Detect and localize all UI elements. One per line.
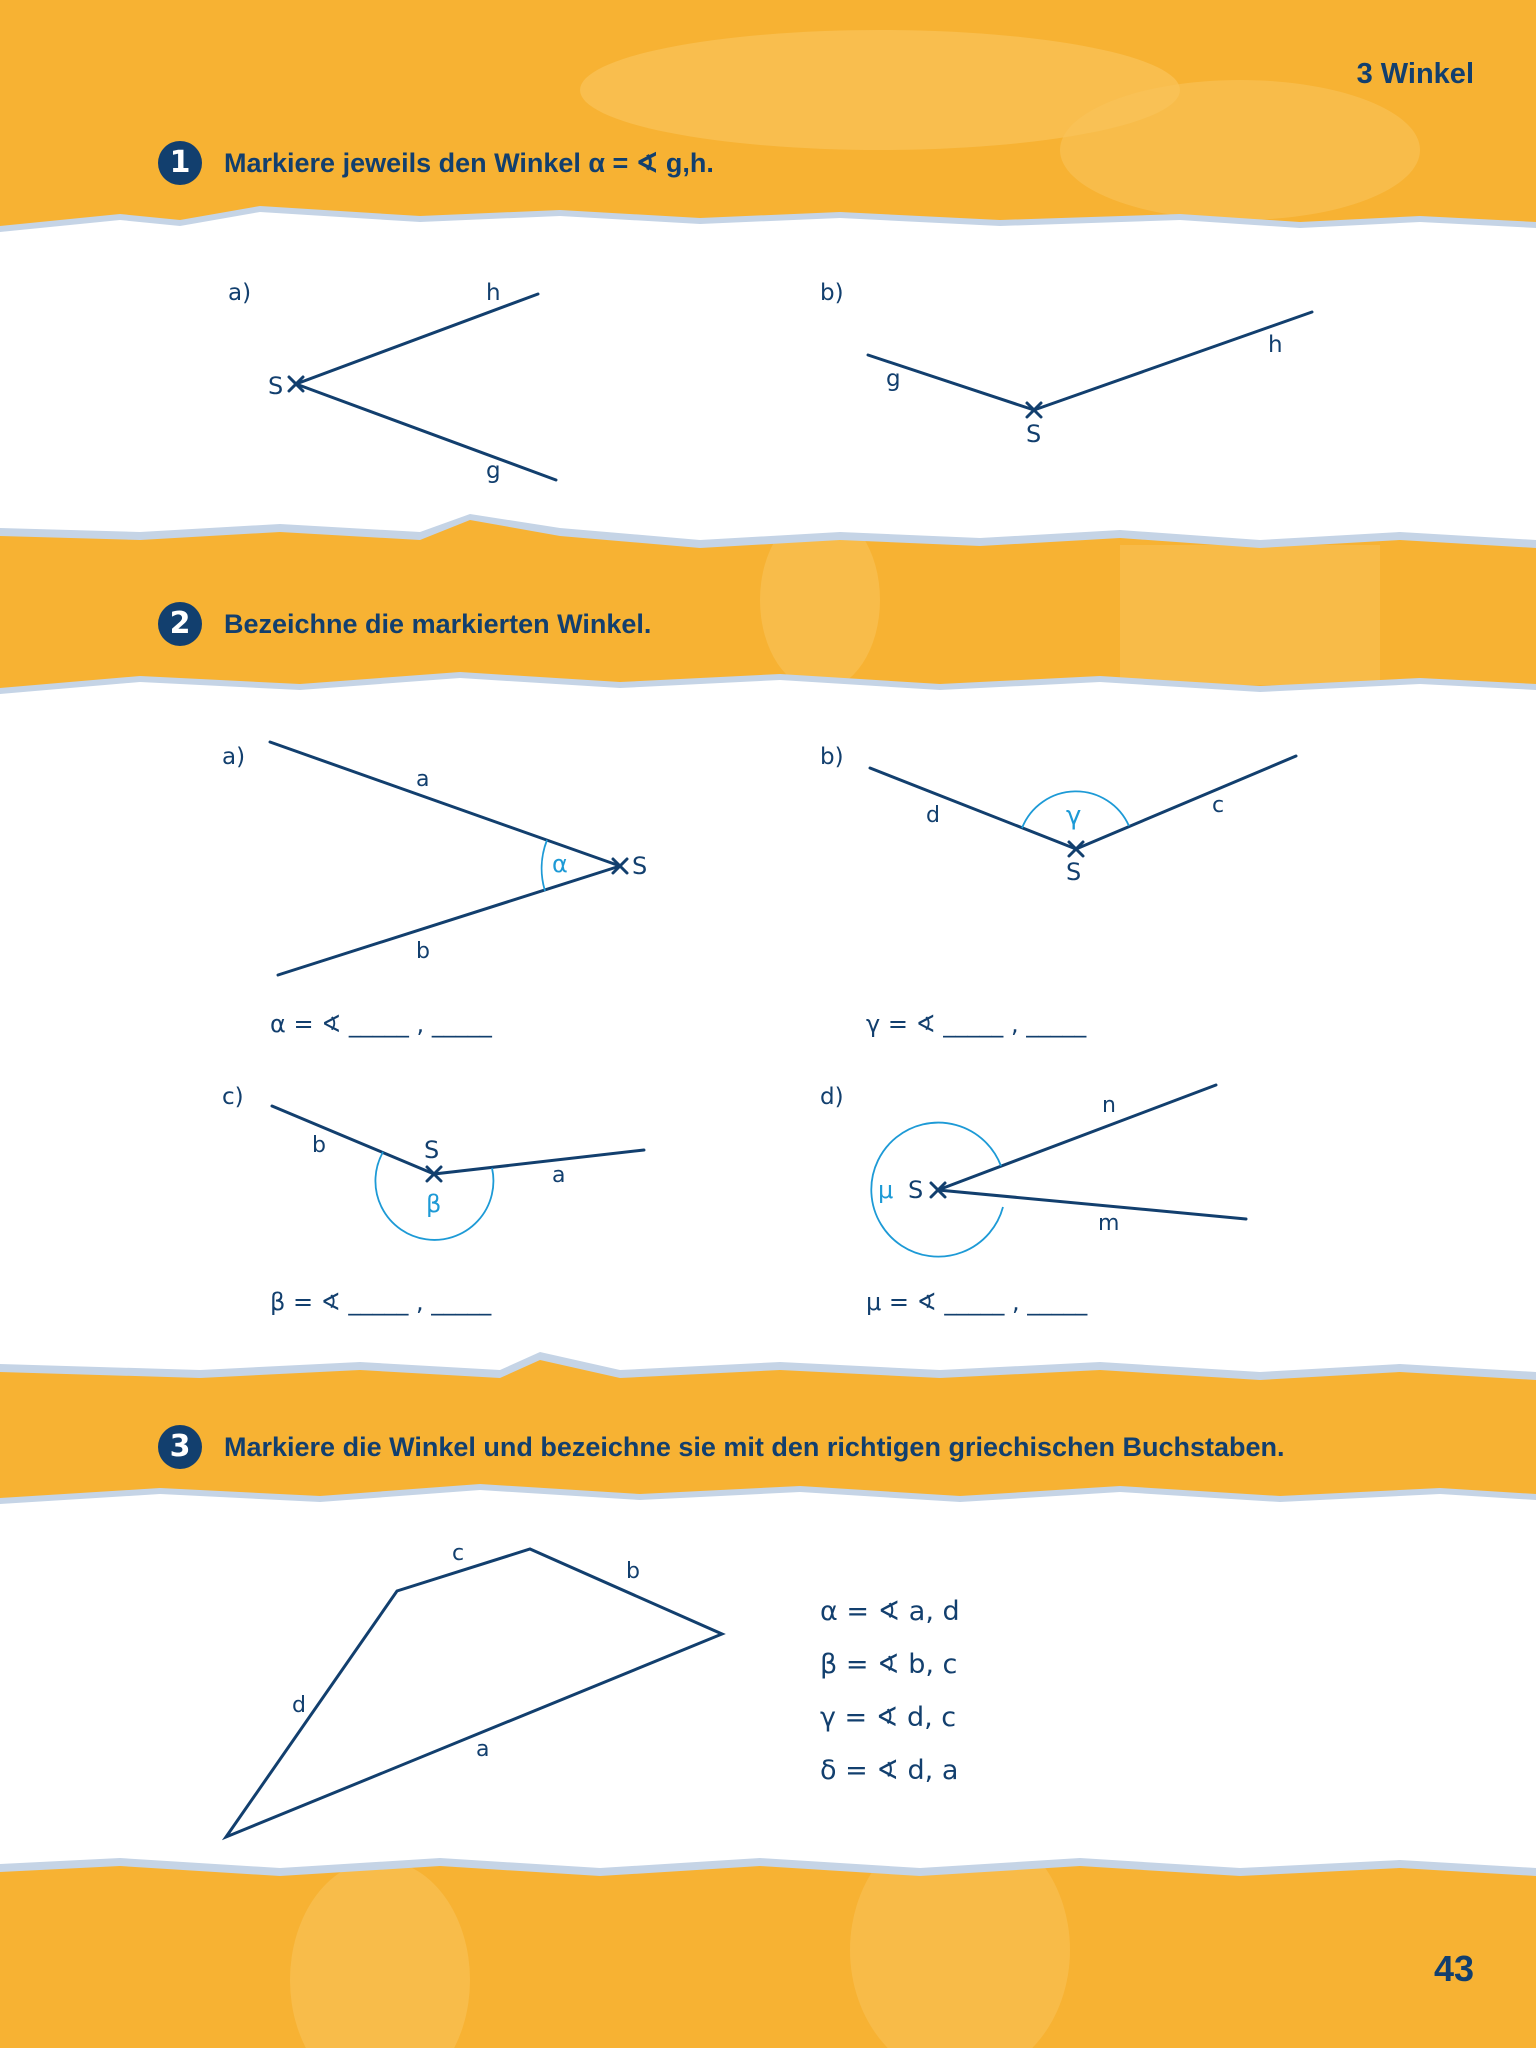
subtask-label: b) — [820, 744, 844, 770]
chapter-title: 3 Winkel — [1356, 58, 1474, 90]
subtask-label: b) — [820, 280, 844, 306]
angle-definition: α = ∢ a, d — [820, 1596, 960, 1627]
ray-label: g — [486, 458, 501, 484]
subtask-label: a) — [228, 280, 252, 306]
ray-d — [870, 768, 1076, 849]
ray-g — [296, 384, 556, 480]
ray-h — [1034, 312, 1312, 410]
ray-label: a — [552, 1163, 566, 1188]
task-instruction: Markiere die Winkel und bezeichne sie mit den richtigen griechischen Buchstaben. — [224, 1432, 1285, 1462]
answer-line: μ = ∢ _____ , _____ — [866, 1288, 1088, 1316]
ray-label: g — [886, 366, 901, 392]
answer-line: γ = ∢ _____ , _____ — [866, 1010, 1087, 1038]
ray-label: m — [1098, 1211, 1120, 1236]
vertex-label: S — [268, 372, 284, 400]
ray-b — [278, 866, 620, 975]
ray-m — [938, 1190, 1246, 1219]
task-number-badge: 3 — [158, 1425, 202, 1469]
side-label: a — [476, 1737, 490, 1762]
ray-label: d — [926, 803, 940, 828]
ray-a — [434, 1150, 644, 1174]
task-instruction: Markiere jeweils den Winkel α = ∢ g,h. — [224, 148, 714, 178]
vertex-cross — [289, 377, 303, 391]
vertex-label: S — [1066, 858, 1082, 886]
ray-a — [270, 742, 620, 866]
ray-label: b — [312, 1133, 326, 1158]
ray-h — [296, 294, 538, 384]
ray-label: c — [1212, 793, 1225, 818]
vertex-label: S — [1026, 420, 1042, 448]
ray-label: n — [1102, 1093, 1116, 1118]
angle-definition: δ = ∢ d, a — [820, 1755, 959, 1786]
vertex-label: S — [424, 1136, 440, 1164]
subtask-label: a) — [222, 744, 246, 770]
ray-b — [272, 1106, 434, 1174]
side-label: d — [292, 1693, 306, 1718]
angle-symbol: α — [552, 850, 568, 878]
subtask-label: d) — [820, 1084, 844, 1110]
ray-label: b — [416, 939, 430, 964]
vertex-cross — [1027, 403, 1041, 417]
answer-line: α = ∢ _____ , _____ — [270, 1010, 492, 1038]
vertex-label: S — [908, 1176, 924, 1204]
angle-arc-alpha — [542, 840, 547, 891]
angle-symbol: γ — [1066, 801, 1082, 831]
vertex-label: S — [632, 852, 648, 880]
answer-line: β = ∢ _____ , _____ — [270, 1288, 492, 1316]
vertex-cross — [1069, 842, 1083, 856]
ray-label: h — [486, 280, 501, 306]
page-number: 43 — [1433, 1948, 1474, 1989]
angle-definition: γ = ∢ d, c — [820, 1702, 957, 1733]
angle-symbol: μ — [878, 1176, 894, 1204]
task-number-badge: 2 — [158, 602, 202, 646]
side-label: c — [452, 1541, 465, 1566]
ray-label: a — [416, 767, 430, 792]
angle-definition: β = ∢ b, c — [820, 1649, 958, 1680]
ray-label: h — [1268, 332, 1283, 358]
side-label: b — [626, 1559, 640, 1584]
subtask-label: c) — [222, 1084, 244, 1110]
angle-symbol: β — [426, 1190, 442, 1218]
task-instruction: Bezeichne die markierten Winkel. — [224, 609, 652, 639]
task-number-badge: 1 — [158, 141, 202, 185]
